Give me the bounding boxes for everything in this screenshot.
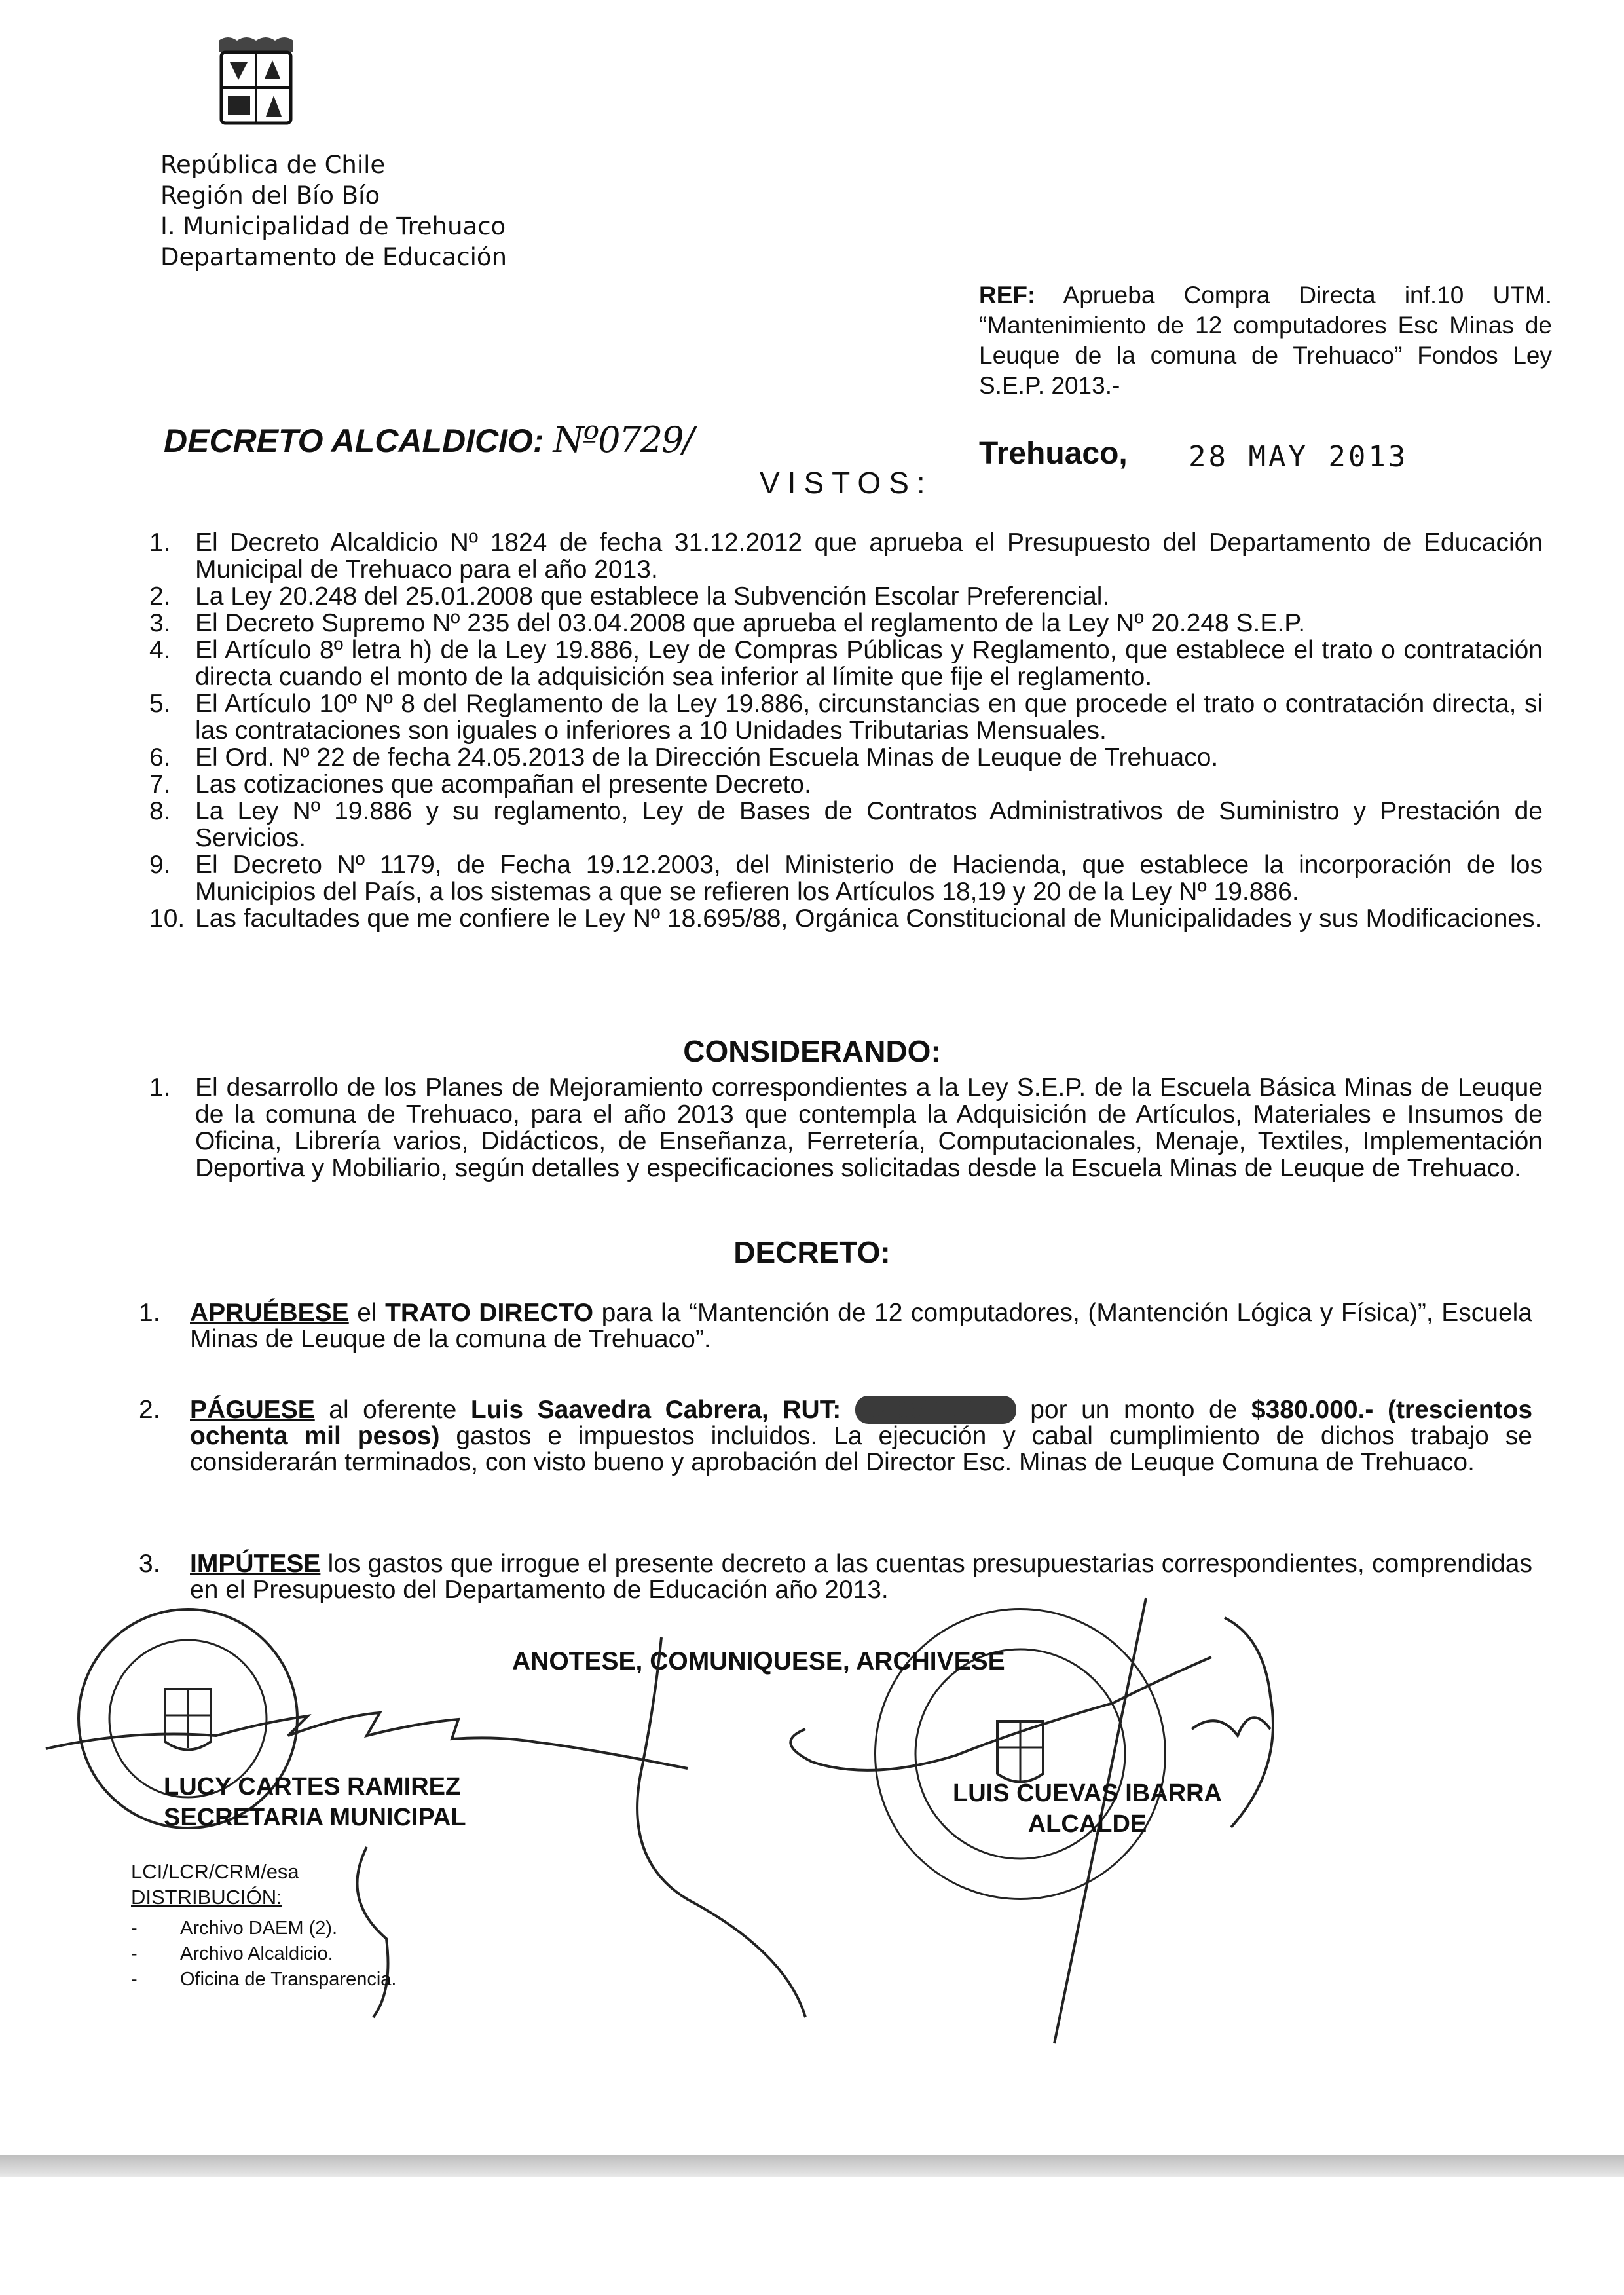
secretary-signature-block [164, 1772, 466, 1833]
item-text: El Artículo 8º letra h) de la Ley 19.886, Ley de Compras Públicas y Reglamento, que establece el trato o contratación directa cuando el monto de la adquisición sea inferior al límite que fije el reglamento. [195, 636, 1543, 691]
closing-formula: ANOTESE, COMUNIQUESE, ARCHIVESE [512, 1647, 1005, 1675]
item-number: 1. [149, 529, 171, 557]
item-number: 2. [139, 1396, 160, 1424]
institution-line-country: República de Chile [160, 151, 386, 179]
considerando-heading: CONSIDERANDO: [683, 1034, 941, 1068]
item-text: Las cotizaciones que acompañan el presente Decreto. [195, 770, 811, 798]
distribution-item: Archivo Alcaldicio. [180, 1943, 333, 1964]
item-number: 7. [149, 770, 171, 798]
distribution-item: Archivo DAEM (2). [180, 1918, 338, 1939]
list-item: - Archivo Alcaldicio. [131, 1943, 333, 1964]
item-text: El Decreto Nº 1179, de Fecha 19.12.2003, del Ministerio de Hacienda, que establece la incorporación de los Municipios del País, a los sistemas a que se refieren los Artículos 18,19 y 20 de la Ley Nº 19.886. [195, 851, 1543, 906]
list-item: - Archivo DAEM (2). [131, 1918, 338, 1939]
supplier-name: Luis Saavedra Cabrera, RUT: [470, 1396, 841, 1424]
decree-number: Nº0729/ [553, 419, 693, 460]
item-number: 10. [149, 905, 185, 933]
item-text: Las facultades que me confiere le Ley Nº 18.695/88, Orgánica Constitucional de Municipalidades y sus Modificaciones. [195, 905, 1542, 933]
item-text: El Decreto Supremo Nº 235 del 03.04.2008 que aprueba el reglamento de la Ley Nº 20.248 S.E.P. [195, 609, 1306, 637]
date-stamp: 28 MAY 2013 [1189, 440, 1409, 474]
item-text: El Artículo 10º Nº 8 del Reglamento de la Ley 19.886, circunstancias en que procede el trato o contratación directa, si las contrataciones son iguales o inferiores a 10 Unidades Tributarias Mensuales. [195, 690, 1543, 745]
distribution-list [131, 1916, 396, 1992]
redacted-rut: 12.967.938-7 [855, 1396, 1016, 1424]
reference-text: Aprueba Compra Directa inf.10 UTM. “Mantenimiento de 12 computadores Esc Minas de Leuque de la comuna de Trehuaco” Fondos Ley S.E.P. 2013.- [979, 282, 1552, 399]
item-text: por un monto de [1016, 1396, 1251, 1424]
item-text: El desarrollo de los Planes de Mejoramiento correspondientes a la Ley S.E.P. de la Escuela Básica Minas de Leuque de la comuna de Trehuaco, para el año 2013 que contempla la Adquisición de Artículos, Materiales e Insumos de Oficina, Librería varios, Didácticos, de Enseñanza, Ferretería, Computacionales, Menaje, Textiles, Implementación Deportiva y Mobiliario, según detalles y especificaciones solicitadas desde la Escuela Minas de Leuque de Trehuaco. [195, 1073, 1543, 1182]
initials: LCI/LCR/CRM/esa [131, 1860, 299, 1883]
direct-deal-label: TRATO DIRECTO [385, 1299, 594, 1327]
decreto-heading: DECRETO: [733, 1235, 891, 1269]
item-number: 3. [139, 1550, 160, 1578]
item-text: La Ley Nº 19.886 y su reglamento, Ley de Bases de Contratos Administrativos de Suministro y Prestación de Servicios. [195, 797, 1543, 852]
item-text: El Ord. Nº 22 de fecha 24.05.2013 de la Dirección Escuela Minas de Leuque de Trehuaco. [195, 743, 1219, 772]
institution-line-region: Región del Bío Bío [160, 181, 380, 210]
item-number: 1. [139, 1299, 160, 1327]
item-text: al oferente [314, 1396, 471, 1424]
vistos-heading: VISTOS: [760, 466, 933, 500]
institution-line-department: Departamento de Educación [160, 243, 507, 271]
mayor-name: LUIS CUEVAS IBARRA [953, 1780, 1222, 1807]
item-number: 3. [149, 609, 171, 637]
reference-label: REF: [979, 282, 1036, 308]
secretary-title: SECRETARIA MUNICIPAL [164, 1804, 466, 1831]
item-text: El Decreto Alcaldicio Nº 1824 de fecha 31.12.2012 que aprueba el Presupuesto del Departamento de Educación Municipal de Trehuaco para el año 2013. [195, 529, 1543, 584]
decree-label: DECRETO ALCALDICIO: [164, 422, 544, 459]
pay-keyword: PÁGUESE [190, 1396, 315, 1424]
item-text: para la “Mantención de 12 computadores, (Mantención Lógica y Física)”, Escuela Minas de Leuque de la comuna de Trehuaco”. [190, 1299, 1532, 1353]
place-label: Trehuaco, [979, 436, 1128, 471]
mayor-signature-block [953, 1778, 1222, 1840]
approve-keyword: APRUÉBESE [190, 1299, 349, 1327]
item-number: 4. [149, 636, 171, 664]
item-text: el [348, 1299, 386, 1327]
mayor-title: ALCALDE [1027, 1810, 1147, 1838]
secretary-name: LUCY CARTES RAMIREZ [164, 1773, 461, 1801]
item-number: 2. [149, 582, 171, 610]
scan-edge-band [0, 2155, 1624, 2177]
item-text: gastos e impuestos incluidos. La ejecución y cabal cumplimiento de dichos trabajo se considerarán terminados, con visto bueno y aprobación del Director Esc. Minas de Leuque Comuna de Trehuaco. [190, 1422, 1532, 1476]
list-item: - Oficina de Transparencia. [131, 1969, 397, 1990]
item-number: 5. [149, 690, 171, 718]
item-number: 1. [149, 1073, 171, 1102]
distribution-item: Oficina de Transparencia. [180, 1969, 397, 1990]
item-number: 8. [149, 797, 171, 825]
charge-keyword: IMPÚTESE [190, 1550, 321, 1578]
item-text: La Ley 20.248 del 25.01.2008 que establece la Subvención Escolar Preferencial. [195, 582, 1110, 610]
item-number: 9. [149, 851, 171, 879]
distribution-heading: DISTRIBUCIÓN: [131, 1886, 282, 1909]
item-text: los gastos que irrogue el presente decreto a las cuentas presupuestarias correspondientes, comprendidas en el Presupuesto del Departamento de Educación año 2013. [190, 1550, 1532, 1604]
payment-amount: $380.000.- (trescientos ochenta mil pesos) [190, 1396, 1533, 1450]
institution-line-municipality: I. Municipalidad de Trehuaco [160, 212, 506, 240]
item-number: 6. [149, 743, 171, 772]
